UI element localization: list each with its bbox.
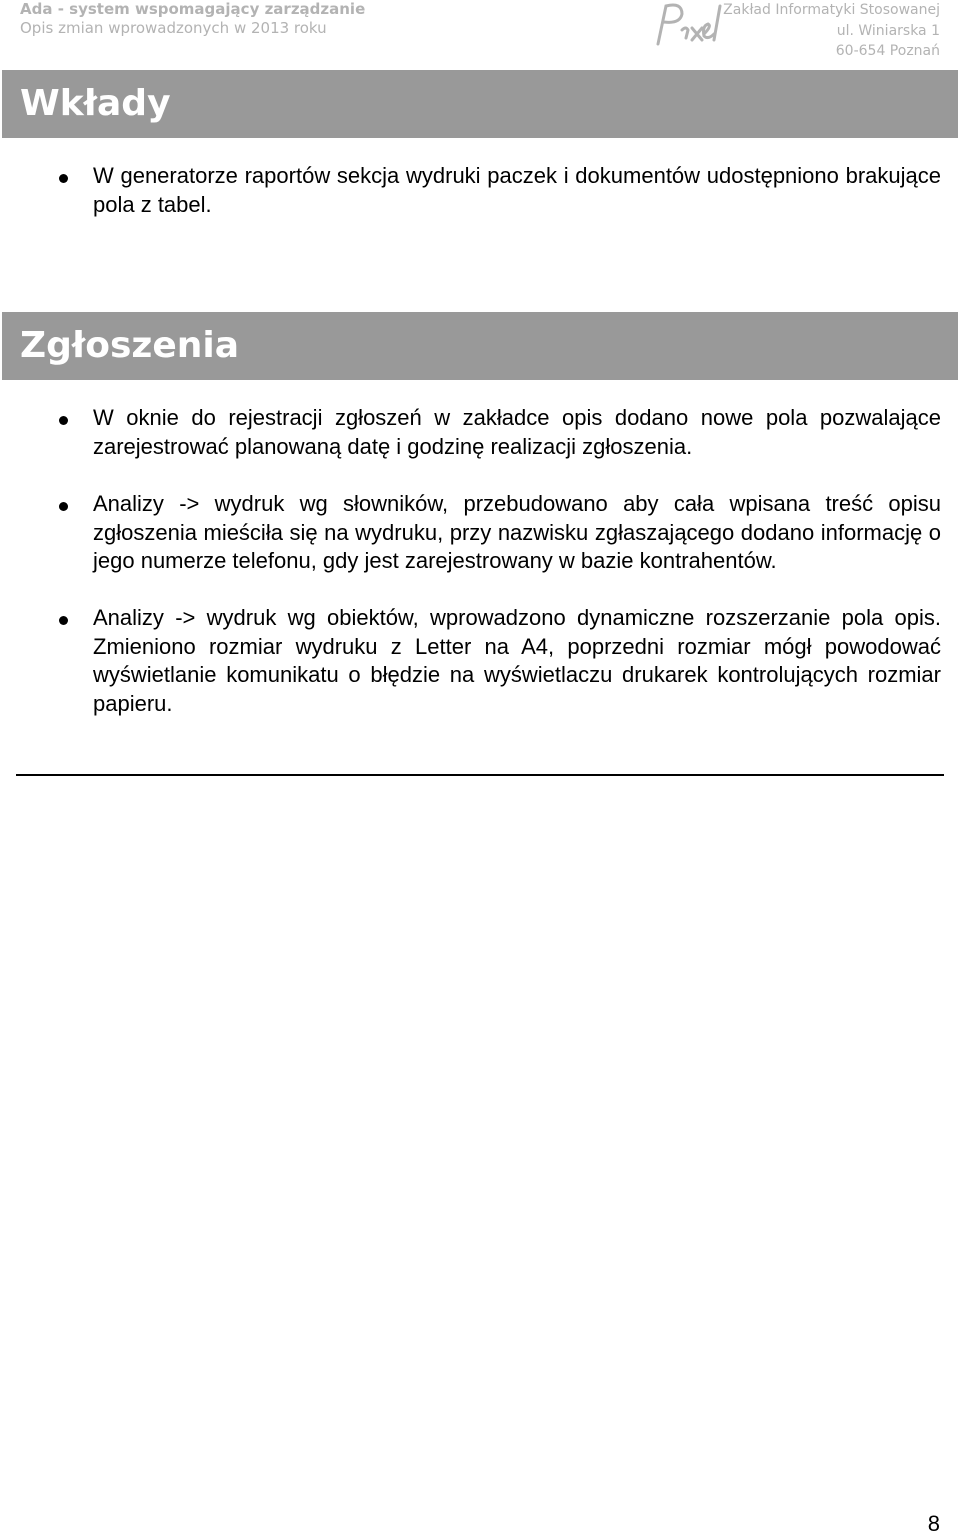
- company-address: [723, 0, 940, 62]
- bullet-icon: [59, 616, 68, 625]
- list-item: Analizy -> wydruk wg słowników, przebudowano aby cała wpisana treść opisu zgłoszenia mieściła się na wydruku, przy nazwisku zgłaszającego dodano informację o jego numerze telefonu, gdy jest zarejestrowany w bazie kontrahentów.: [93, 491, 941, 574]
- pixel-logo-mark: [658, 5, 720, 44]
- list-item: W oknie do rejestracji zgłoszeń w zakładce opis dodano nowe pola pozwalające zarejestrować planowaną datę i godzinę realizacji zgłoszenia.: [93, 405, 941, 459]
- pixel-logo: [652, 0, 722, 48]
- bullet-icon: [59, 416, 68, 425]
- app-title: Ada - system wspomagający zarządzanie: [20, 0, 366, 18]
- section-bar-zgloszenia: [2, 312, 958, 380]
- section-bar-wklady: [2, 70, 958, 138]
- list-item: W generatorze raportów sekcja wydruki paczek i dokumentów udostępniono brakujące pola z tabel.: [93, 163, 941, 217]
- section-title-wklady: Wkłady: [20, 83, 171, 124]
- bullet-icon: [59, 174, 68, 183]
- pixel-logo-text: Pixel: [652, 0, 655, 1]
- section-title-zgloszenia: Zgłoszenia: [20, 325, 240, 366]
- page-number: 8: [927, 1511, 940, 1536]
- document-subtitle: Opis zmian wprowadzonych w 2013 roku: [20, 19, 327, 37]
- section-divider: [16, 774, 944, 776]
- company-name: Zakład Informatyki Stosowanej: [723, 2, 940, 18]
- list-item: Analizy -> wydruk wg obiektów, wprowadzono dynamiczne rozszerzanie pola opis. Zmieniono rozmiar wydruku z Letter na A4, poprzedni rozmiar mógł powodować wyświetlanie komunikatu o błędzie na wyświetlaczu drukarek kontrolujących rozmiar papieru.: [93, 605, 941, 716]
- bullet-icon: [59, 502, 68, 511]
- company-city: 60-654 Poznań: [835, 43, 940, 59]
- company-street: ul. Winiarska 1: [836, 22, 940, 39]
- page-header: [0, 0, 960, 70]
